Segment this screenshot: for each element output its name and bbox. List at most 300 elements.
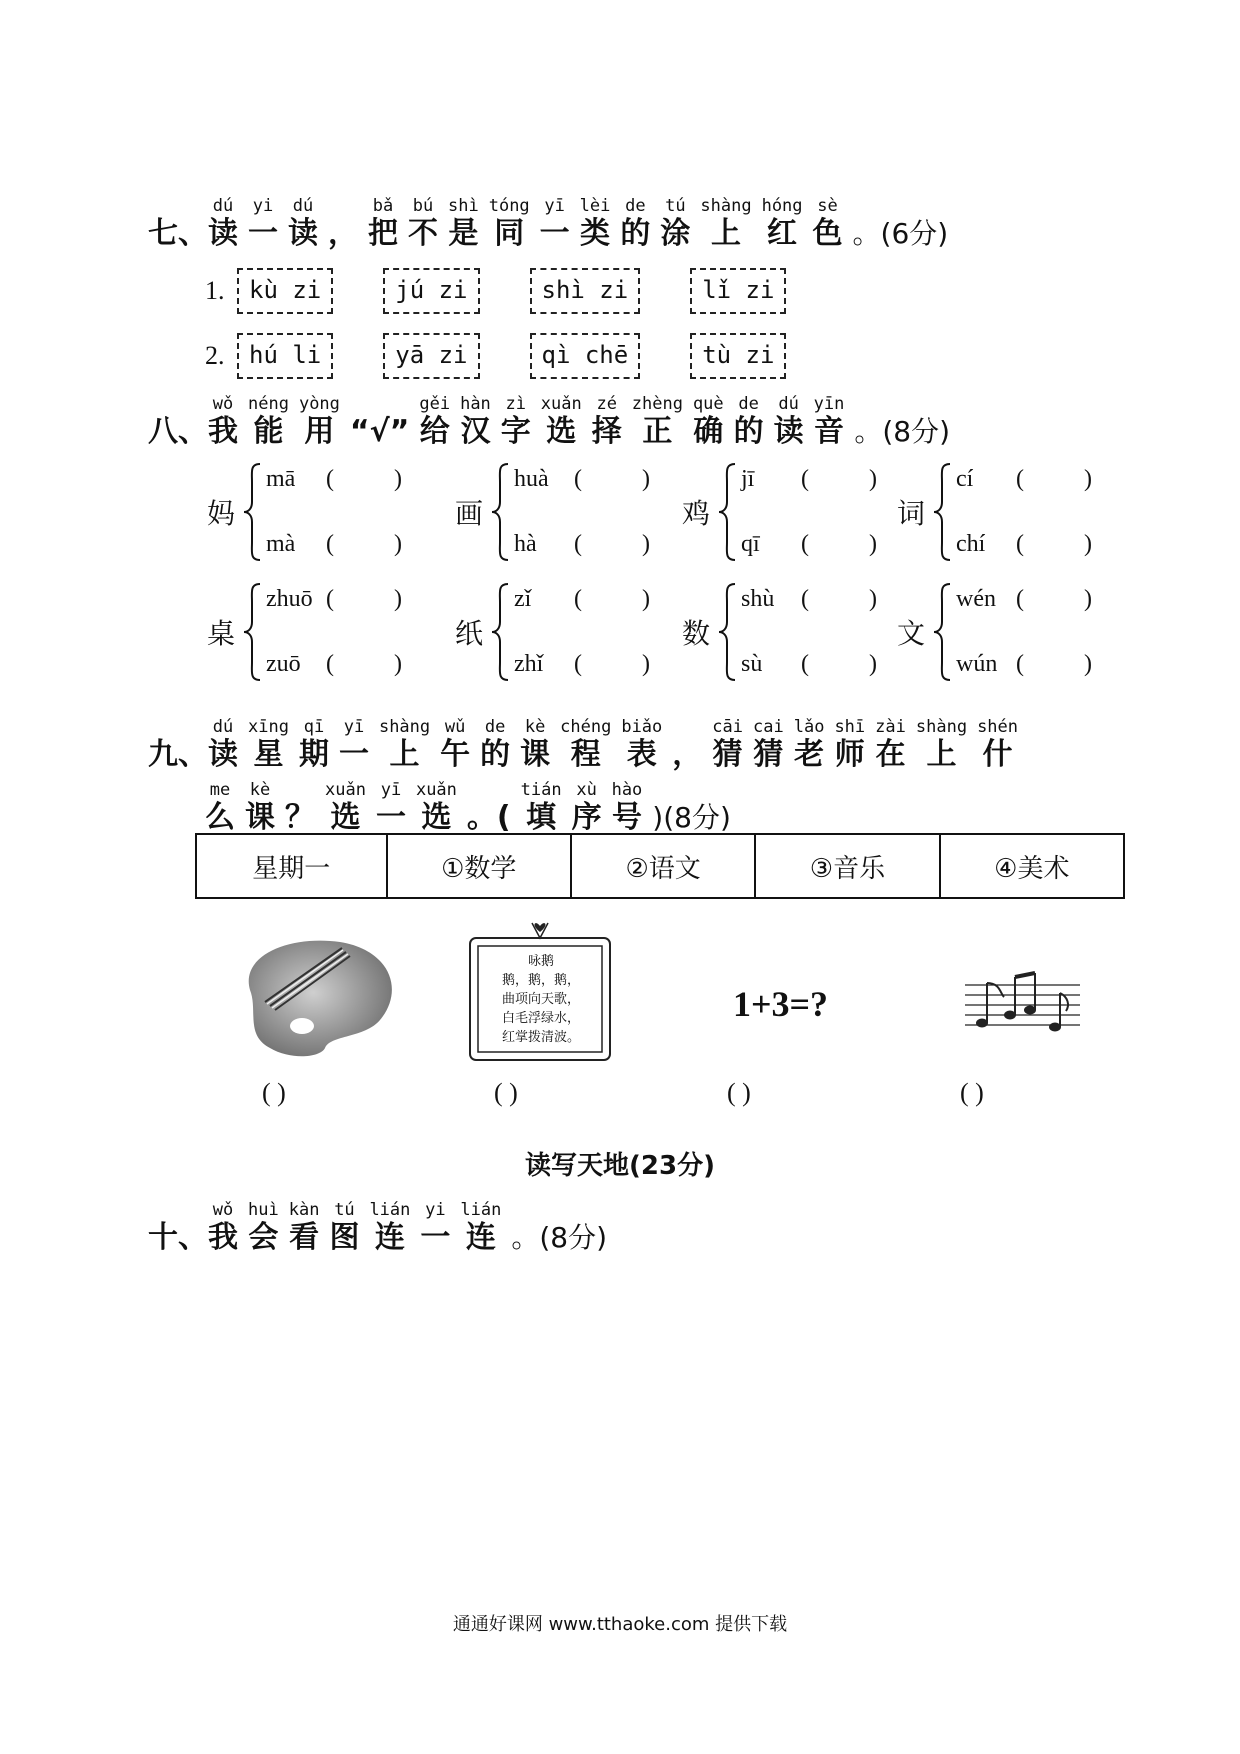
ruby-char — [285, 780, 315, 836]
poem-line: 曲项向天歌， — [501, 992, 580, 1007]
pinyin: zì — [505, 394, 527, 414]
hanzi: 类 — [580, 216, 611, 251]
ruby-char — [350, 394, 409, 450]
hanzi: 画 — [454, 497, 483, 530]
hanzi: ， — [328, 216, 358, 251]
check-blank[interactable]: ( ) — [574, 586, 650, 612]
pinyin-word-box[interactable]: yā zi — [383, 333, 479, 379]
pinyin: shàng — [915, 717, 968, 737]
ruby-char — [521, 780, 562, 836]
pinyin: huì — [248, 1200, 279, 1220]
pinyin: biǎo — [621, 717, 663, 737]
pinyin-word-box[interactable]: tù zi — [690, 333, 786, 379]
ruby-char — [580, 196, 611, 252]
check-blank[interactable]: ( ) — [801, 651, 877, 677]
pinyin-option — [956, 651, 1092, 678]
curly-brace-icon — [490, 462, 510, 562]
ruby-char — [632, 394, 683, 450]
pinyin-option-text: mā — [266, 466, 296, 492]
pinyin: zài — [875, 717, 906, 737]
ruby-char — [416, 780, 457, 836]
score-label: )(8分) — [652, 801, 731, 834]
ruby-char — [325, 780, 366, 836]
hanzi: 正 — [642, 414, 673, 449]
music-notes-picture — [960, 965, 1085, 1039]
pinyin-option — [956, 531, 1092, 558]
ruby-char — [460, 394, 491, 450]
hanzi: 上 — [710, 216, 741, 251]
pinyin-option-text: qī — [741, 531, 760, 557]
check-blank[interactable]: ( ) — [326, 466, 402, 492]
pinyin-word-box[interactable]: kù zi — [237, 268, 333, 314]
hanzi: 上 — [389, 737, 420, 772]
score-label: 。(8分) — [854, 415, 951, 448]
pinyin: dú — [292, 196, 314, 216]
palette-icon — [230, 930, 400, 1060]
hanzi: 桌 — [206, 617, 235, 650]
hanzi: 星 — [253, 737, 284, 772]
hanzi: 涂 — [660, 216, 691, 251]
schedule-subject-cell: ③音乐 — [755, 834, 939, 898]
pinyin-option — [514, 586, 650, 613]
score-label: 。(6分) — [852, 217, 949, 250]
pinyin-option-text: sù — [741, 651, 763, 677]
hanzi: 确 — [693, 414, 724, 449]
poem-card-picture — [460, 918, 625, 1072]
pinyin-word-box[interactable]: hú li — [237, 333, 333, 379]
pinyin: gěi — [419, 394, 451, 414]
pinyin: xuǎn — [325, 780, 366, 800]
pinyin-word-box[interactable]: jú zi — [383, 268, 479, 314]
poem-line: 鹅，鹅，鹅， — [501, 973, 580, 988]
pinyin-option — [514, 531, 650, 558]
pinyin: hào — [611, 780, 643, 800]
pinyin: yī — [544, 196, 565, 216]
ruby-char — [208, 394, 238, 450]
ruby-char — [977, 717, 1018, 773]
pinyin: zhèng — [631, 394, 683, 414]
hanzi: 表 — [626, 737, 657, 772]
hanzi: 的 — [733, 414, 764, 449]
answer-blank-math[interactable]: ( ) — [727, 1078, 751, 1107]
check-blank[interactable]: ( ) — [326, 586, 402, 612]
pinyin-option — [266, 586, 402, 613]
hanzi: 给 — [419, 414, 450, 449]
poem-lines — [482, 971, 600, 1047]
hanzi: 是 — [448, 216, 479, 251]
hanzi: 词 — [896, 497, 925, 530]
choice-group — [448, 462, 650, 562]
pinyin-option — [514, 466, 650, 493]
ruby-char — [208, 717, 238, 773]
pinyin: xīng — [248, 717, 289, 737]
ruby-char — [329, 1200, 359, 1256]
ruby-char — [328, 196, 358, 252]
check-blank[interactable]: ( ) — [1016, 531, 1092, 557]
choice-group — [890, 462, 1092, 562]
choice-group — [675, 462, 877, 562]
question-7-number: 七、 — [148, 216, 208, 251]
hanzi: 一 — [338, 737, 369, 772]
pinyin-option — [956, 466, 1092, 493]
question-10-heading — [148, 1200, 607, 1256]
pinyin: yī — [380, 780, 402, 800]
answer-blank-poem[interactable]: ( ) — [494, 1078, 518, 1107]
poem-title: 咏鹅 — [527, 954, 554, 969]
ruby-char — [208, 1200, 238, 1256]
pinyin: xuǎn — [415, 780, 457, 800]
pinyin: de — [625, 196, 646, 216]
hanzi: 鸡 — [681, 497, 710, 530]
hanzi: 会 — [248, 1220, 279, 1255]
hanzi: 一 — [539, 216, 570, 251]
hanzi: 连 — [374, 1220, 405, 1255]
hanzi: 选 — [546, 414, 577, 449]
hanzi: 一 — [375, 800, 406, 835]
footer-credit: 通通好课网 www.tthaoke.com 提供下载 — [452, 1614, 788, 1635]
ruby-char — [408, 196, 438, 252]
question-7-heading — [148, 196, 948, 252]
check-blank[interactable]: ( ) — [574, 531, 650, 557]
question-8-number: 八、 — [148, 414, 208, 449]
ruby-char — [369, 1200, 410, 1256]
music-notes-icon — [960, 965, 1085, 1035]
ruby-char — [712, 717, 743, 773]
check-blank[interactable]: ( ) — [801, 586, 877, 612]
pinyin: yī — [343, 717, 365, 737]
hanzi: 同 — [494, 216, 525, 251]
hanzi: 一 — [420, 1220, 451, 1255]
choice-group — [890, 582, 1092, 682]
hanzi: 读 — [208, 737, 238, 772]
ruby-char — [794, 717, 825, 773]
poem-line: 白毛浮绿水， — [501, 1011, 580, 1026]
pinyin-option — [266, 531, 402, 558]
pinyin-option-text: zuō — [266, 651, 301, 677]
ruby-char — [289, 1200, 320, 1256]
ruby-char — [693, 394, 724, 450]
hanzi: 看 — [289, 1220, 320, 1255]
choice-group — [200, 462, 402, 562]
pinyin-option — [956, 586, 1092, 613]
hanzi: 。( — [466, 800, 511, 835]
hanzi: 么 — [205, 800, 235, 835]
pinyin: dú — [212, 196, 234, 216]
ruby-char — [541, 394, 582, 450]
math-problem: 1+3=? — [733, 984, 829, 1024]
ruby-char — [774, 394, 804, 450]
pinyin: xuǎn — [540, 394, 582, 414]
pinyin-word-box[interactable]: shì zi — [530, 268, 641, 314]
hanzi: 号 — [611, 800, 642, 835]
pinyin: shī — [834, 717, 866, 737]
ruby-char — [734, 394, 764, 450]
pinyin: shén — [977, 717, 1019, 737]
hanzi: 师 — [834, 737, 865, 772]
ruby-char — [620, 196, 650, 252]
question-10-number: 十、 — [148, 1220, 208, 1255]
question-9-number: 九、 — [148, 737, 208, 772]
check-blank[interactable]: ( ) — [326, 531, 402, 557]
pinyin: lèi — [579, 196, 611, 216]
pinyin: hóng — [761, 196, 803, 216]
pinyin: lǎo — [793, 717, 825, 737]
curly-brace-icon — [717, 462, 737, 562]
pinyin: de — [738, 394, 759, 414]
schedule-subject-cell: ①数学 — [387, 834, 571, 898]
hanzi: 的 — [620, 216, 651, 251]
ruby-char — [572, 780, 602, 836]
ruby-char — [460, 1200, 501, 1256]
choice-group — [448, 582, 650, 682]
hanzi: 择 — [591, 414, 622, 449]
ruby-char — [753, 717, 784, 773]
hanzi: 读 — [773, 414, 804, 449]
pinyin-option-text: zǐ — [514, 586, 532, 612]
schedule-subject-cell: ②语文 — [571, 834, 755, 898]
hanzi: 序 — [571, 800, 602, 835]
ruby-char — [208, 196, 238, 252]
hanzi: 课 — [520, 737, 551, 772]
hanzi: 能 — [253, 414, 284, 449]
hanzi: 老 — [794, 737, 825, 772]
pinyin: néng — [248, 394, 289, 414]
ruby-char — [520, 717, 550, 773]
ruby-char — [448, 196, 479, 252]
q7-row-2 — [205, 333, 836, 379]
hanzi: 字 — [500, 414, 531, 449]
hanzi: 数 — [681, 617, 710, 650]
check-blank[interactable]: ( ) — [574, 466, 650, 492]
ruby-char — [248, 1200, 279, 1256]
schedule-table — [195, 833, 1125, 899]
hanzi: 的 — [480, 737, 511, 772]
ruby-char — [672, 717, 702, 773]
pinyin-option-text: hà — [514, 531, 537, 557]
pinyin-option — [741, 586, 877, 613]
pinyin-option-text: cí — [956, 466, 974, 492]
check-blank[interactable]: ( ) — [801, 466, 877, 492]
hanzi: 填 — [526, 800, 557, 835]
pinyin-option-text: wún — [956, 651, 998, 677]
pinyin: chéng — [560, 717, 612, 737]
poem-line: 红掌拨清波。 — [501, 1030, 580, 1045]
question-9-heading-line-2 — [205, 780, 731, 836]
pinyin: bú — [412, 196, 434, 216]
ruby-char — [245, 780, 275, 836]
pinyin: wǔ — [444, 717, 466, 737]
hanzi: 不 — [408, 216, 438, 251]
pinyin-option-text: jī — [741, 466, 755, 492]
row-number: 2. — [205, 341, 225, 370]
ruby-char — [205, 780, 235, 836]
pinyin: wǒ — [212, 1200, 234, 1220]
ruby-char — [540, 196, 570, 252]
pinyin: lián — [460, 1200, 502, 1220]
hanzi: 用 — [304, 414, 335, 449]
ruby-char — [875, 717, 906, 773]
ruby-char — [592, 394, 622, 450]
hanzi: 图 — [329, 1220, 360, 1255]
ruby-char — [379, 717, 430, 773]
pinyin: sè — [817, 196, 838, 216]
hanzi: 猜 — [753, 737, 784, 772]
question-9-heading-line-1 — [148, 717, 1028, 773]
pinyin: me — [209, 780, 231, 800]
pinyin: tóng — [488, 196, 530, 216]
q7-row-1 — [205, 268, 836, 314]
check-blank[interactable]: ( ) — [1016, 651, 1092, 677]
pinyin: lián — [369, 1200, 411, 1220]
hanzi: 午 — [440, 737, 471, 772]
hanzi: 猜 — [712, 737, 743, 772]
pinyin: tú — [334, 1200, 355, 1220]
ruby-char — [660, 196, 690, 252]
pinyin: yi — [252, 196, 274, 216]
pinyin: shì — [448, 196, 479, 216]
pinyin-option — [741, 466, 877, 493]
hanzi: 音 — [814, 414, 845, 449]
curly-brace-icon — [717, 582, 737, 682]
ruby-char — [288, 196, 318, 252]
pinyin: què — [692, 394, 724, 414]
hanzi: 上 — [926, 737, 957, 772]
hanzi: 色 — [812, 216, 843, 251]
ruby-char — [762, 196, 803, 252]
pinyin: yi — [425, 1200, 446, 1220]
pinyin: dú — [778, 394, 799, 414]
pinyin: qī — [303, 717, 325, 737]
pinyin: xù — [576, 780, 597, 800]
hanzi: 选 — [421, 800, 452, 835]
hanzi: 课 — [245, 800, 275, 835]
pinyin: yòng — [298, 394, 340, 414]
section-title: 读写天地(23分) — [525, 1151, 715, 1181]
pinyin: zé — [596, 394, 617, 414]
answer-blank-music[interactable]: ( ) — [960, 1078, 984, 1107]
pinyin-option-text: zhǐ — [514, 651, 544, 677]
pinyin-option — [514, 651, 650, 678]
pinyin-option-text: zhuō — [266, 586, 313, 612]
ruby-char — [368, 196, 398, 252]
ruby-char — [560, 717, 611, 773]
pinyin-option-text: mà — [266, 531, 296, 557]
question-8-heading — [148, 394, 950, 450]
hanzi: 把 — [368, 216, 398, 251]
ruby-char — [376, 780, 406, 836]
hanzi: ， — [672, 737, 703, 772]
check-blank[interactable]: ( ) — [326, 651, 402, 677]
curly-brace-icon — [490, 582, 510, 682]
ruby-char — [834, 717, 865, 773]
ruby-char — [420, 1200, 450, 1256]
hanzi: 红 — [767, 216, 798, 251]
curly-brace-icon — [242, 462, 262, 562]
ruby-char — [814, 394, 845, 450]
hanzi: 我 — [208, 1220, 238, 1255]
pinyin: shàng — [700, 196, 752, 216]
pinyin-word-box[interactable]: lǐ zi — [690, 268, 786, 314]
curly-brace-icon — [932, 582, 952, 682]
hanzi: “√” — [349, 414, 410, 449]
pinyin: cai — [753, 717, 784, 737]
ruby-char — [248, 717, 289, 773]
pinyin-option-text: chí — [956, 531, 986, 557]
hanzi: 连 — [465, 1220, 496, 1255]
choice-group — [675, 582, 877, 682]
ruby-char — [299, 394, 340, 450]
pinyin: hàn — [460, 394, 491, 414]
ruby-char — [612, 780, 643, 836]
ruby-char — [339, 717, 369, 773]
ruby-char — [440, 717, 470, 773]
palette-picture — [230, 930, 400, 1064]
pinyin: tú — [665, 196, 686, 216]
pinyin: wǒ — [212, 394, 234, 414]
ruby-char — [489, 196, 530, 252]
pinyin: dú — [212, 717, 234, 737]
pinyin: yīn — [813, 394, 845, 414]
pinyin-option — [741, 531, 877, 558]
hanzi: 在 — [875, 737, 906, 772]
ruby-char — [621, 717, 662, 773]
pinyin: tián — [520, 780, 562, 800]
choice-group — [200, 582, 402, 682]
ruby-char — [700, 196, 751, 252]
pinyin-option — [266, 466, 402, 493]
score-label: 。(8分) — [511, 1221, 608, 1254]
pinyin: de — [484, 717, 506, 737]
check-blank[interactable]: ( ) — [801, 531, 877, 557]
pinyin-option-text: huà — [514, 466, 549, 492]
hanzi: 汉 — [460, 414, 491, 449]
schedule-day-cell: 星期一 — [196, 834, 387, 898]
pinyin-option — [266, 651, 402, 678]
check-blank[interactable]: ( ) — [1016, 466, 1092, 492]
answer-blank-palette[interactable]: ( ) — [262, 1078, 286, 1107]
hanzi: 程 — [570, 737, 601, 772]
pinyin-option — [741, 651, 877, 678]
hanzi: 妈 — [206, 497, 235, 530]
hanzi: 读 — [288, 216, 318, 251]
ruby-char — [501, 394, 531, 450]
pinyin: bǎ — [372, 196, 394, 216]
pinyin: kàn — [288, 1200, 320, 1220]
ruby-char — [467, 780, 511, 836]
pinyin: cāi — [712, 717, 743, 737]
row-number: 1. — [205, 276, 225, 305]
pinyin-option-text: shù — [741, 586, 775, 612]
hanzi: 文 — [896, 617, 925, 650]
hanzi: 读 — [208, 216, 238, 251]
hanzi: 一 — [248, 216, 278, 251]
pinyin-option-text: wén — [956, 586, 996, 612]
pinyin: shàng — [378, 717, 431, 737]
curly-brace-icon — [242, 582, 262, 682]
check-blank[interactable]: ( ) — [574, 651, 650, 677]
pinyin-word-box[interactable]: qì chē — [530, 333, 641, 379]
hanzi: 选 — [330, 800, 361, 835]
ruby-char — [916, 717, 967, 773]
check-blank[interactable]: ( ) — [1016, 586, 1092, 612]
hanzi: 我 — [208, 414, 238, 449]
ruby-char — [248, 196, 278, 252]
schedule-subject-cell: ④美术 — [940, 834, 1124, 898]
hanzi: 纸 — [454, 617, 483, 650]
curly-brace-icon — [932, 462, 952, 562]
pinyin: kè — [524, 717, 546, 737]
ruby-char — [419, 394, 450, 450]
